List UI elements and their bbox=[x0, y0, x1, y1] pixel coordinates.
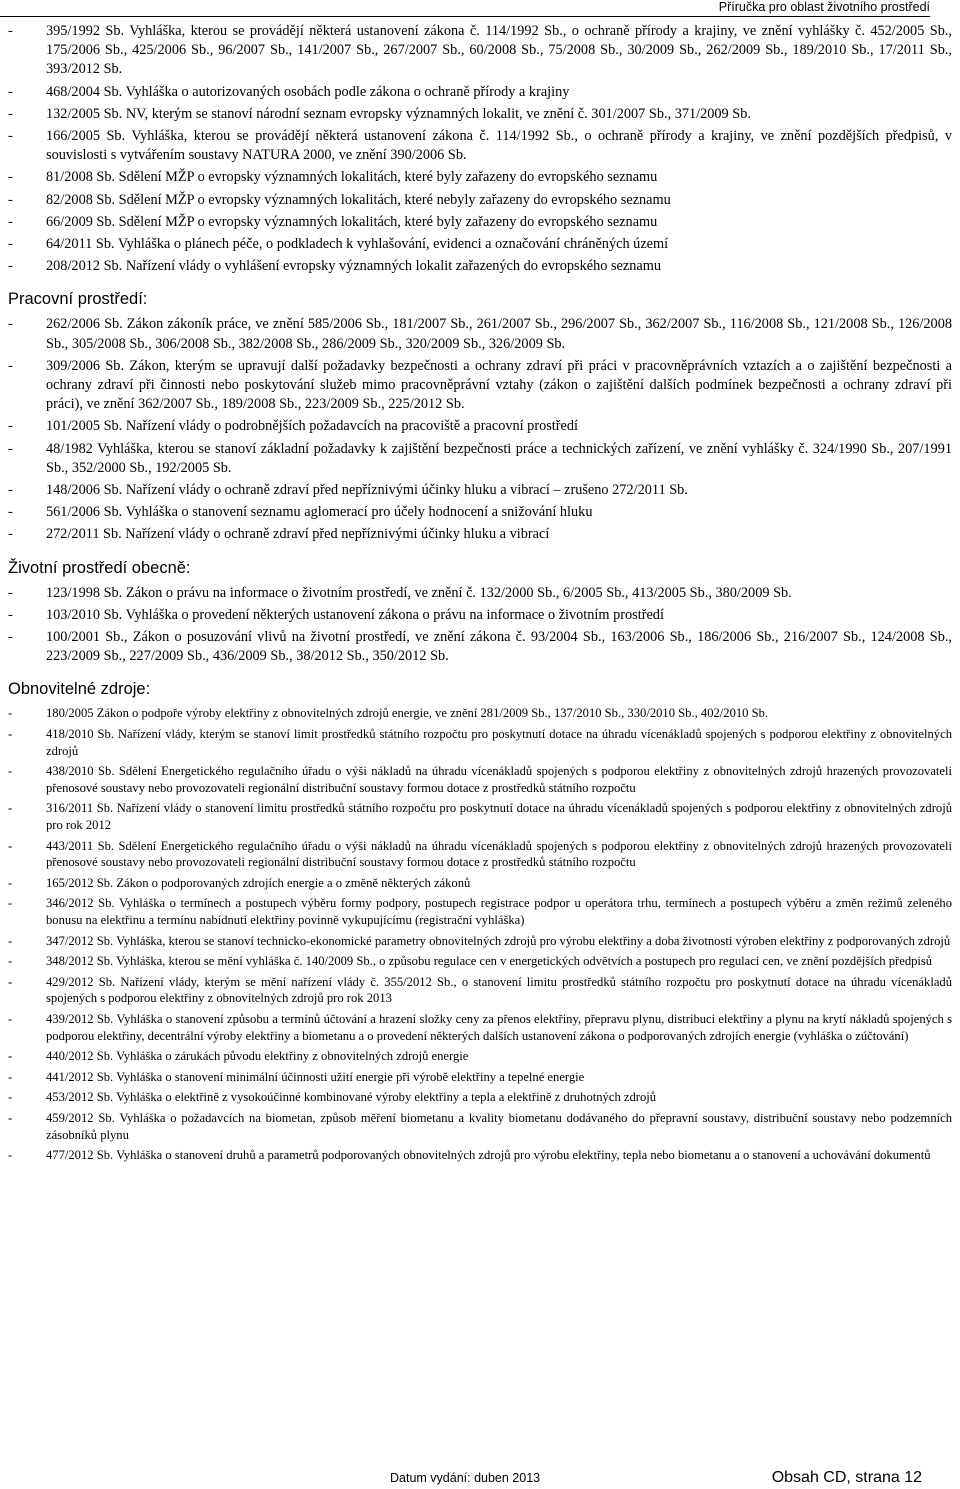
list-item-text: 477/2012 Sb. Vyhláška o stanovení druhů a parametrů podporovaných obnovitelných zdrojů pro výrobu elektřiny, tepla nebo biometanu a o stanovení a uchovávání dokumentů bbox=[46, 1148, 931, 1163]
list-item-text: 418/2010 Sb. Nařízení vlády, kterým se stanoví limit prostředků státního rozpočtu pro poskytnutí dotace na úhradu vícenákladů spojených s podporou elektřiny z obnovitelných zdrojů bbox=[46, 727, 952, 758]
list-item-text: 346/2012 Sb. Vyhláška o termínech a postupech výběru formy podpory, postupech registrace podpor u operátora trhu, termínech a postupech výběru a změn režimů zeleného bonusu na elektřinu a termínu nabídnutí elektřiny povinně vykupujícímu (registrační vyhláška) bbox=[46, 896, 952, 928]
list-item-text: 166/2005 Sb. Vyhláška, kterou se provádějí některá ustanovení zákona č. 114/1992 Sb., o ochraně přírody a krajiny, ve znění pozdějších předpisů, v souvislosti s vytvářením soustavy NATURA 2000, ve znění 390/2006 Sb. bbox=[46, 128, 952, 164]
list-item-text: 66/2009 Sb. Sdělení MŽP o evropsky významných lokalitách, které byly zařazeny do evropského seznamu bbox=[46, 213, 658, 230]
footer-page-number: Obsah CD, strana 12 bbox=[771, 1469, 922, 1486]
list-item-text: 208/2012 Sb. Nařízení vlády o vyhlášení evropsky významných lokalit zařazených do evropského seznamu bbox=[46, 258, 661, 275]
list-item-text: 123/1998 Sb. Zákon o právu na informace o životním prostředí, ve znění č. 132/2000 Sb., 6/2005 Sb., 413/2005 Sb., 380/2009 Sb. bbox=[46, 584, 792, 601]
list-item-text: 395/1992 Sb. Vyhláška, kterou se provádějí některá ustanovení zákona č. 114/1992 Sb., o ochraně přírody a krajiny, ve znění vyhlášky č. 452/2005 Sb., 175/2006 Sb., 425/2006 Sb., 96/2007 Sb., 141/2007 Sb., 267/2007 Sb., 60/2008 Sb., 75/2008 Sb., 30/2009 Sb., 262/2009 Sb., 189/2010 Sb., 17/2011 Sb., 393/2012 Sb. bbox=[46, 23, 952, 78]
bullet-dash: - bbox=[8, 727, 13, 742]
bullet-dash: - bbox=[8, 629, 13, 646]
bullet-dash: - bbox=[8, 440, 13, 457]
list-item bbox=[8, 525, 952, 544]
list-item-text: 453/2012 Sb. Vyhláška o elektřině z vysokoúčinné kombinované výroby elektřiny a tepla a elektřině z druhotných zdrojů bbox=[46, 1090, 657, 1105]
list-item bbox=[8, 481, 952, 500]
list-item-text: 148/2006 Sb. Nařízení vlády o ochraně zdraví před nepříznivými účinky hluku a vibrací – zrušeno 272/2011 Sb. bbox=[46, 482, 688, 499]
bullet-dash: - bbox=[8, 191, 13, 208]
work-list bbox=[8, 315, 952, 544]
list-item-text: 316/2011 Sb. Nařízení vlády o stanovení limitu prostředků státního rozpočtu pro poskytnutí dotace na úhradu vícenákladů spojených s podporou elektřiny z obnovitelných zdrojů pro rok 2012 bbox=[46, 801, 952, 833]
list-item-text: 439/2012 Sb. Vyhláška o stanovení způsobu a termínů účtování a hrazení složky ceny za přenos elektřiny, přepravu plynu, distribuci elektřiny a plynu na krytí nákladů spojených s podporou elektřiny, decentrální výroby elektřiny a biometanu a o provedení některých dalších ustanovení zákona o podporovaných zdrojích energie (vyhláška o zúčtování) bbox=[46, 1011, 952, 1043]
bullet-dash: - bbox=[8, 933, 13, 948]
list-item-text: 443/2011 Sb. Sdělení Energetického regulačního úřadu o výši nákladů na úhradu vícenákladů spojených s podporou elektřiny z obnovitelných zdrojů hrazených provozovateli přenosové soustavy nebo provozovateli regionální distribuční soustavy formou dotace z prostředků státního rozpočtu bbox=[46, 838, 952, 870]
list-item bbox=[8, 417, 952, 436]
bullet-dash: - bbox=[8, 1049, 13, 1064]
list-item bbox=[8, 974, 952, 1007]
bullet-dash: - bbox=[8, 169, 13, 186]
bullet-dash: - bbox=[8, 236, 13, 253]
bullet-dash: - bbox=[8, 258, 13, 275]
bullet-dash: - bbox=[8, 974, 13, 989]
list-item bbox=[8, 257, 952, 276]
list-item-text: 429/2012 Sb. Nařízení vlády, kterým se mění nařízení vlády č. 355/2012 Sb., o stanovení limitu prostředků státního rozpočtu pro poskytnutí dotace na úhradu vícenákladů spojených s podporou elektřiny z obnovitelných zdrojů pro rok 2013 bbox=[46, 974, 952, 1006]
bullet-dash: - bbox=[8, 606, 13, 623]
header-title: Příručka pro oblast životního prostředí bbox=[718, 0, 930, 14]
bullet-dash: - bbox=[8, 954, 13, 969]
footer-date: Datum vydání: duben 2013 bbox=[390, 1471, 541, 1485]
list-item bbox=[8, 235, 952, 254]
list-item bbox=[8, 800, 952, 833]
list-item bbox=[8, 1069, 952, 1086]
list-item-text: 48/1982 Vyhláška, kterou se stanoví základní požadavky k zajištění bezpečnosti práce a technických zařízení, ve znění vyhlášky č. 324/1990 Sb., 207/1991 Sb., 352/2000 Sb., 192/2005 Sb. bbox=[46, 440, 952, 476]
list-item bbox=[8, 22, 952, 80]
list-item-text: 165/2012 Sb. Zákon o podporovaných zdrojích energie a o změně některých zákonů bbox=[46, 875, 471, 890]
list-item bbox=[8, 875, 952, 892]
list-item bbox=[8, 895, 952, 928]
bullet-dash: - bbox=[8, 801, 13, 816]
list-item bbox=[8, 168, 952, 187]
list-item bbox=[8, 726, 952, 759]
list-item bbox=[8, 584, 952, 603]
list-item bbox=[8, 628, 952, 666]
list-item bbox=[8, 127, 952, 165]
list-item-text: 272/2011 Sb. Nařízení vlády o ochraně zdraví před nepříznivými účinky hluku a vibrací bbox=[46, 526, 550, 543]
bullet-dash: - bbox=[8, 838, 13, 853]
list-item-text: 101/2005 Sb. Nařízení vlády o podrobnějších požadavcích na pracoviště a pracovní prostředí bbox=[46, 418, 579, 435]
bullet-dash: - bbox=[8, 875, 13, 890]
list-item-text: 180/2005 Zákon o podpoře výroby elektřiny z obnovitelných zdrojů energie, ve znění 281/2009 Sb., 137/2010 Sb., 330/2010 Sb., 402/2010 Sb. bbox=[46, 706, 769, 721]
bullet-dash: - bbox=[8, 83, 13, 100]
list-item-text: 348/2012 Sb. Vyhláška, kterou se mění vyhláška č. 140/2009 Sb., o způsobu regulace cen v energetických odvětvích a postupech pro regulaci cen, ve znění pozdějších předpisů bbox=[46, 954, 933, 969]
bullet-dash: - bbox=[8, 1069, 13, 1084]
bullet-dash: - bbox=[8, 896, 13, 911]
bullet-dash: - bbox=[8, 316, 13, 333]
list-item-text: 82/2008 Sb. Sdělení MŽP o evropsky významných lokalitách, které nebyly zařazeny do evropského seznamu bbox=[46, 191, 671, 208]
list-item bbox=[8, 953, 952, 970]
intro-list bbox=[8, 22, 952, 276]
bullet-dash: - bbox=[8, 213, 13, 230]
list-item bbox=[8, 83, 952, 102]
list-item bbox=[8, 763, 952, 796]
list-item bbox=[8, 1147, 952, 1164]
bullet-dash: - bbox=[8, 128, 13, 145]
bullet-dash: - bbox=[8, 1011, 13, 1026]
list-item-text: 441/2012 Sb. Vyhláška o stanovení minimální účinnosti užití energie při výrobě elektřiny a tepelné energie bbox=[46, 1069, 585, 1084]
bullet-dash: - bbox=[8, 1090, 13, 1105]
list-item bbox=[8, 1089, 952, 1106]
bullet-dash: - bbox=[8, 1148, 13, 1163]
list-item-text: 468/2004 Sb. Vyhláška o autorizovaných osobách podle zákona o ochraně přírody a krajiny bbox=[46, 83, 570, 100]
list-item-text: 440/2012 Sb. Vyhláška o zárukách původu elektřiny z obnovitelných zdrojů energie bbox=[46, 1049, 469, 1064]
page-header bbox=[0, 0, 930, 17]
list-item bbox=[8, 606, 952, 625]
bullet-dash: - bbox=[8, 105, 13, 122]
list-item bbox=[8, 503, 952, 522]
list-item-text: 438/2010 Sb. Sdělení Energetického regulačního úřadu o výši nákladů na úhradu vícenákladů spojených s podporou elektřiny z obnovitelných zdrojů hrazených provozovateli přenosové soustavy nebo provozovateli regionální distribuční soustavy formou dotace z prostředků státního rozpočtu bbox=[46, 764, 952, 795]
list-item-text: 561/2006 Sb. Vyhláška o stanovení seznamu aglomerací pro účely hodnocení a snižování hluku bbox=[46, 504, 593, 521]
bullet-dash: - bbox=[8, 706, 13, 721]
list-item-text: 309/2006 Sb. Zákon, kterým se upravují další požadavky bezpečnosti a ochrany zdraví při práci v pracovněprávních vztazích a o zajištění bezpečnosti a ochrany zdraví při činnosti nebo poskytování služeb mimo pracovněprávní vztahy (zákon o zajištění dalších podmínek bezpečnosti a ochrany zdraví při práci), ve znění 362/2007 Sb., 189/2008 Sb., 223/2009 Sb., 225/2012 Sb. bbox=[46, 357, 952, 413]
list-item bbox=[8, 933, 952, 950]
bullet-dash: - bbox=[8, 1110, 13, 1125]
list-item bbox=[8, 1011, 952, 1044]
page-footer bbox=[0, 1463, 930, 1489]
list-item bbox=[8, 838, 952, 871]
list-item bbox=[8, 213, 952, 232]
list-item-text: 132/2005 Sb. NV, kterým se stanoví národní seznam evropsky významných lokalit, ve znění č. 301/2007 Sb., 371/2009 Sb. bbox=[46, 105, 751, 122]
document-body bbox=[8, 22, 952, 1168]
bullet-dash: - bbox=[8, 584, 13, 601]
bullet-dash: - bbox=[8, 504, 13, 521]
section-title-renewable: Obnovitelné zdroje: bbox=[8, 680, 151, 699]
list-item bbox=[8, 1110, 952, 1143]
list-item-text: 347/2012 Sb. Vyhláška, kterou se stanoví technicko-ekonomické parametry obnovitelných zdrojů pro výrobu elektřiny a doba životnosti výroben elektřiny z podporovaných zdrojů bbox=[46, 933, 951, 948]
list-item-text: 459/2012 Sb. Vyhláška o požadavcích na biometan, způsob měření biometanu a kvality biometanu dodávaného do přepravní soustavy, distribuční soustavy nebo podzemních zásobníků plynu bbox=[46, 1110, 952, 1142]
bullet-dash: - bbox=[8, 482, 13, 499]
list-item-text: 262/2006 Sb. Zákon zákoník práce, ve znění 585/2006 Sb., 181/2007 Sb., 261/2007 Sb., 296/2007 Sb., 362/2007 Sb., 116/2008 Sb., 121/2008 Sb., 126/2008 Sb., 305/2008 Sb., 306/2008 Sb., 382/2008 Sb., 286/2009 Sb., 320/2009 Sb., 326/2009 Sb. bbox=[46, 316, 952, 352]
general-list bbox=[8, 584, 952, 667]
bullet-dash: - bbox=[8, 764, 13, 779]
bullet-dash: - bbox=[8, 526, 13, 543]
list-item-text: 103/2010 Sb. Vyhláška o provedení některých ustanovení zákona o právu na informace o životním prostředí bbox=[46, 606, 664, 623]
list-item bbox=[8, 191, 952, 210]
list-item-text: 100/2001 Sb., Zákon o posuzování vlivů na životní prostředí, ve znění zákona č. 93/2004 Sb., 163/2006 Sb., 186/2006 Sb., 216/2007 Sb., 124/2008 Sb., 223/2009 Sb., 227/2009 Sb., 436/2009 Sb., 38/2012 Sb., 350/2012 Sb. bbox=[46, 629, 952, 665]
list-item bbox=[8, 357, 952, 415]
bullet-dash: - bbox=[8, 23, 13, 39]
bullet-dash: - bbox=[8, 357, 13, 374]
list-item bbox=[8, 705, 952, 722]
list-item bbox=[8, 1048, 952, 1065]
section-title-general: Životní prostředí obecně: bbox=[8, 558, 191, 577]
list-item bbox=[8, 440, 952, 478]
list-item bbox=[8, 105, 952, 124]
section-title-work: Pracovní prostředí: bbox=[8, 290, 148, 309]
list-item-text: 81/2008 Sb. Sdělení MŽP o evropsky významných lokalitách, které byly zařazeny do evropského seznamu bbox=[46, 169, 658, 186]
bullet-dash: - bbox=[8, 418, 13, 435]
list-item bbox=[8, 315, 952, 353]
renewable-list bbox=[8, 705, 952, 1163]
list-item-text: 64/2011 Sb. Vyhláška o plánech péče, o podkladech k vyhlašování, evidenci a označování chráněných území bbox=[46, 236, 669, 253]
